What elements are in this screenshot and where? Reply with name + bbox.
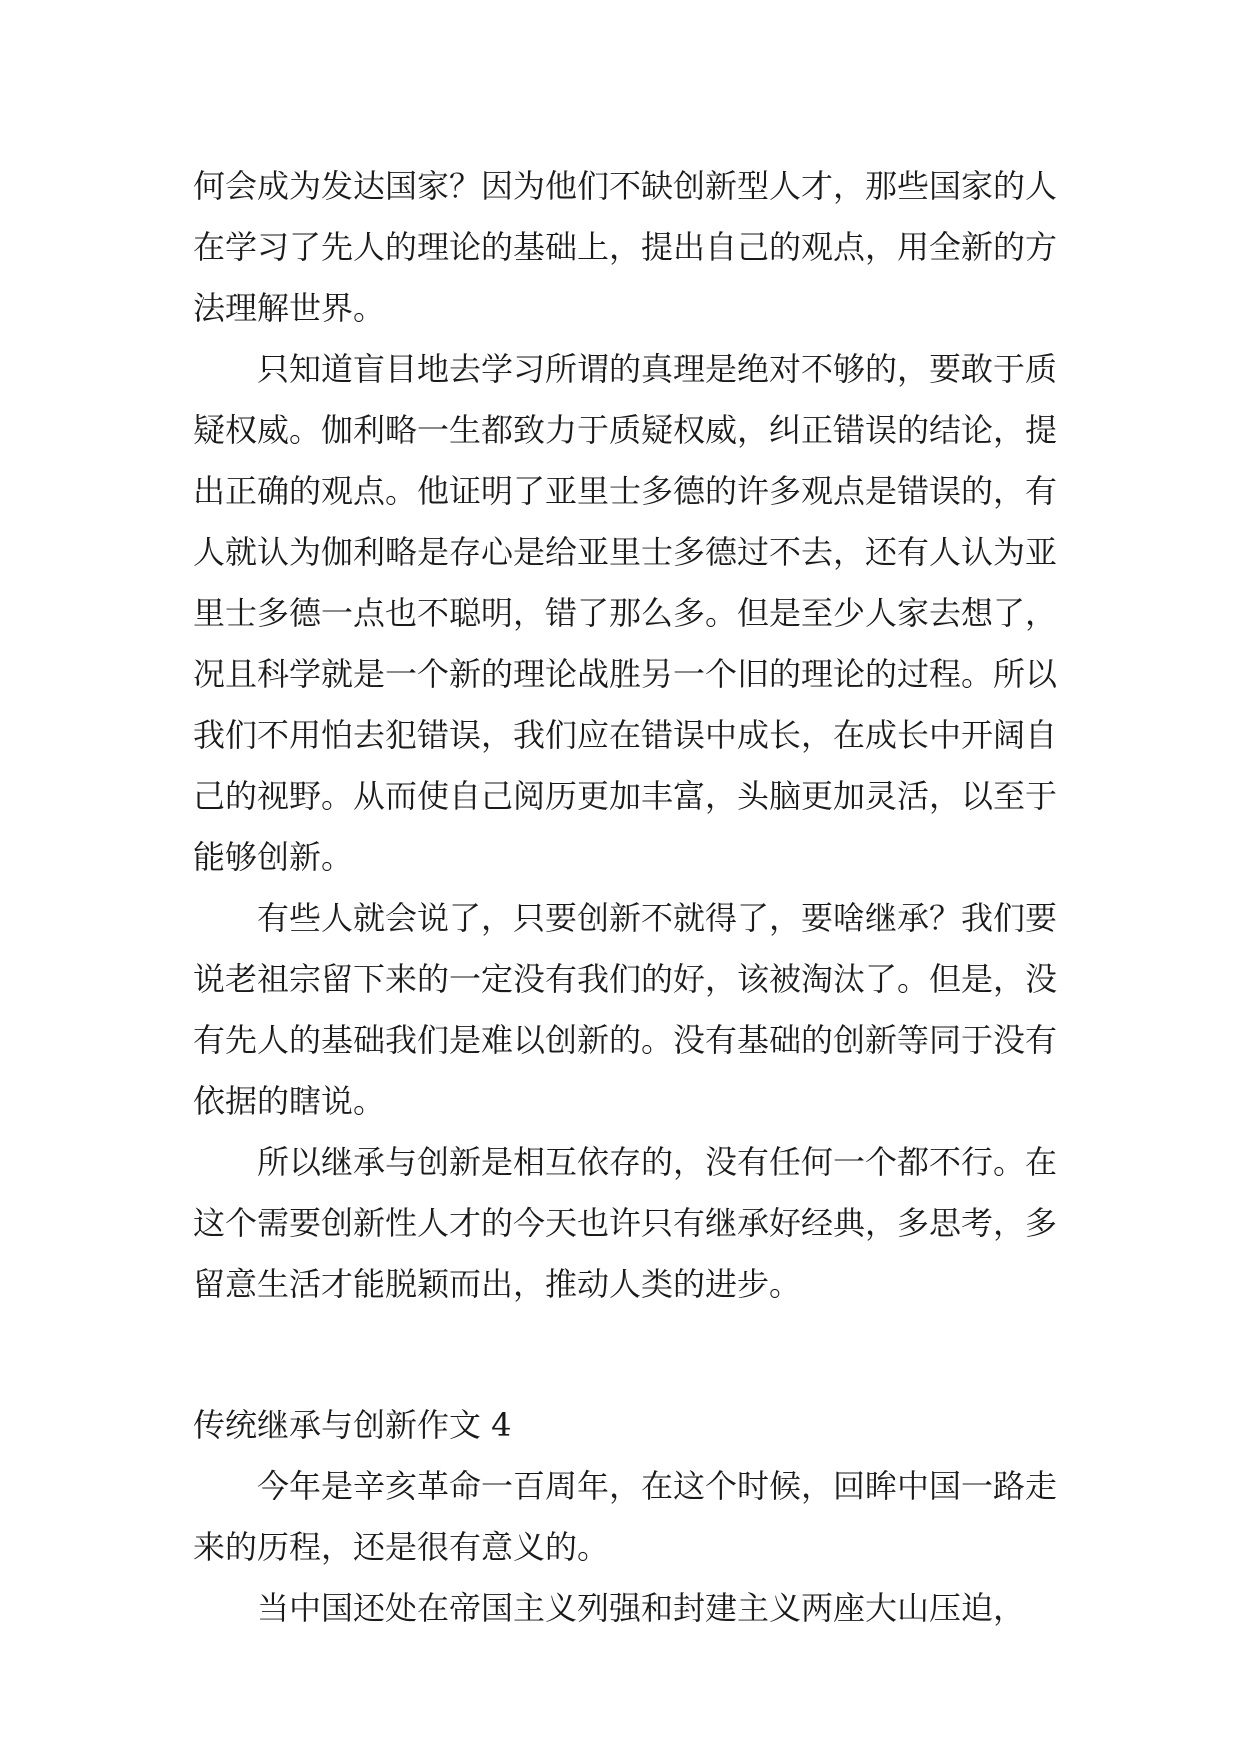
paragraph: 有些人就会说了，只要创新不就得了，要啥继承？我们要说老祖宗留下来的一定没有我们的好，该被淘汰了。但是，没有先人的基础我们是难以创新的。没有基础的创新等同于没有依据的瞎说。 (193, 899, 1058, 1120)
document-body (193, 156, 1057, 1639)
paragraph: 当中国还处在帝国主义列强和封建主义两座大山压迫， (257, 1589, 1026, 1627)
paragraph: 所以继承与创新是相互依存的，没有任何一个都不行。在这个需要创新性人才的今天也许只有继承好经典，多思考，多留意生活才能脱颖而出，推动人类的进步。 (193, 1143, 1058, 1303)
paragraph: 今年是辛亥革命一百周年，在这个时候，回眸中国一路走来的历程，还是很有意义的。 (193, 1467, 1058, 1566)
section-heading: 传统继承与创新作文 4 (193, 1406, 512, 1444)
paragraph: 只知道盲目地去学习所谓的真理是绝对不够的，要敢于质疑权威。伽利略一生都致力于质疑权威，纠正错误的结论，提出正确的观点。他证明了亚里士多德的许多观点是错误的，有人就认为伽利略是存心是给亚里士多德过不去，还有人认为亚里士多德一点也不聪明，错了那么多。但是至少人家去想了，况且科学就是一个新的理论战胜另一个旧的理论的过程。所以我们不用怕去犯错误，我们应在错误中成长，在成长中开阔自己的视野。从而使自己阅历更加丰富，头脑更加灵活，以至于能够创新。 (193, 350, 1058, 876)
paragraph: 何会成为发达国家？因为他们不缺创新型人才，那些国家的人在学习了先人的理论的基础上，提出自己的观点，用全新的方法理解世界。 (193, 167, 1058, 327)
